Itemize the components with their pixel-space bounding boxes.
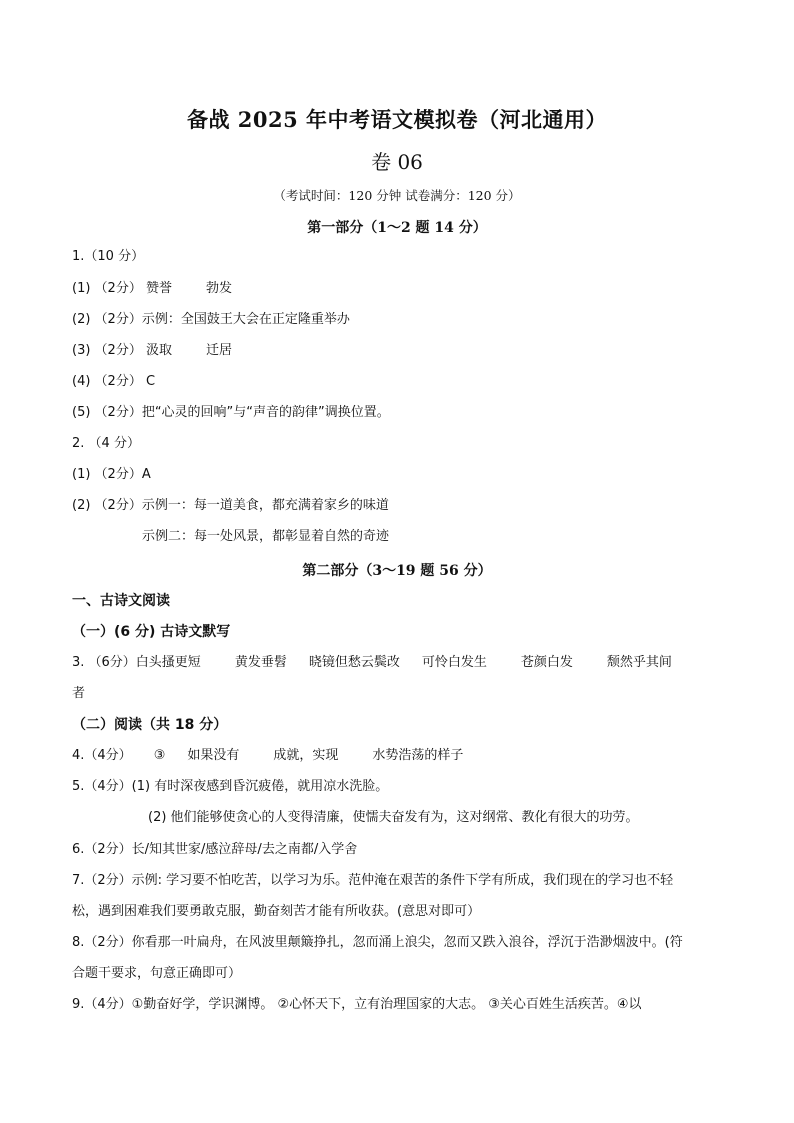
q3-item-6: 颓然乎其间 — [606, 655, 672, 670]
q1-head: 1.（10 分） — [72, 249, 145, 264]
q1-answer-1-text-a: (1) （2分） 赞誉 — [72, 281, 172, 296]
q6-answer: 6.（2分）长/知其世家/感泣辞母/去之南都/入学舍 — [72, 842, 358, 857]
q1-answer-2: (2) （2分）示例：全国鼓王大会在正定隆重举办 — [72, 312, 350, 327]
part2-heading: 第二部分（3～19 题 56 分） — [302, 563, 492, 579]
q1-answer-4: (4) （2分） C — [72, 374, 156, 389]
q3-item-1: 3. （6分）白头搔更短 — [72, 655, 201, 670]
q1-answer-3-text-a: (3) （2分） 汲取 — [72, 343, 172, 358]
q2-answer-1: (1) （2分）A — [72, 467, 151, 482]
document-title: 备战 2025 年中考语文模拟卷（河北通用） — [186, 107, 608, 132]
q3-item-3: 晓镜但愁云鬓改 — [308, 655, 400, 670]
q2-answer-2: (2) （2分）示例一：每一道美食，都充满着家乡的味道 — [72, 498, 389, 513]
q8-answer-cont: 合题干要求，句意正确即可） — [72, 966, 242, 981]
q8-answer: 8.（2分）你看那一叶扁舟，在风波里颠簸挣扎，忽而涌上浪尖，忽而又跌入浪谷，浮沉于浩渺烟波中。(符 — [72, 935, 683, 950]
q1-answer-5: (5) （2分）把“心灵的回响”与“声音的韵律”调换位置。 — [72, 405, 390, 420]
q7-answer-cont: 松，遇到困难我们要勇敢克服，勤奋刻苦才能有所收获。(意思对即可） — [72, 904, 481, 919]
q3-item-4: 可怜白发生 — [421, 655, 487, 670]
q4-item-3: 成就，实现 — [273, 748, 339, 763]
q4-item-2: 如果没有 — [187, 748, 240, 763]
q4-item-1: ③ — [153, 748, 166, 763]
q1-answer-3 — [72, 342, 722, 360]
q3-answer-cont: 者 — [72, 686, 86, 701]
q3-item-5: 苍颜白发 — [520, 655, 573, 670]
section1-heading: 一、古诗文阅读 — [72, 593, 170, 609]
q2-head: 2. （4 分） — [72, 436, 140, 451]
q1-answer-1 — [72, 280, 722, 298]
subsection2-heading: （二）阅读（共 18 分） — [72, 717, 228, 733]
q1-answer-1-text-b: 勃发 — [205, 281, 232, 296]
volume-label: 卷 06 — [371, 150, 423, 174]
q4-item-4: 水势浩荡的样子 — [372, 748, 464, 763]
q2-answer-2-example2: 示例二：每一处风景，都彰显着自然的奇迹 — [142, 529, 390, 544]
exam-info-note: （考试时间：120 分钟 试卷满分：120 分） — [273, 188, 521, 203]
q9-answer: 9.（4分）①勤奋好学，学识渊博。 ②心怀天下，立有治理国家的大志。 ③关心百姓生活疾苦。④以 — [72, 997, 642, 1012]
part1-heading: 第一部分（1～2 题 14 分） — [307, 220, 487, 236]
q7-answer: 7.（2分）示例: 学习要不怕吃苦，以学习为乐。范仲淹在艰苦的条件下学有所成，我们现在的学习也不轻 — [72, 873, 674, 888]
q5-answer-2: (2) 他们能够使贪心的人变得清廉，使懦夫奋发有为，这对纲常、教化有很大的功劳。 — [148, 810, 639, 825]
subsection1-heading: （一）(6 分) 古诗文默写 — [72, 624, 231, 640]
q3-item-2: 黄发垂髫 — [234, 655, 287, 670]
q4-answer — [72, 747, 722, 765]
q3-answer — [72, 654, 722, 672]
q4-head: 4.（4分） — [72, 748, 132, 763]
q1-answer-3-text-b: 迁居 — [205, 343, 232, 358]
q5-answer-1: 5.（4分）(1) 有时深夜感到昏沉疲倦，就用凉水洗脸。 — [72, 779, 389, 794]
